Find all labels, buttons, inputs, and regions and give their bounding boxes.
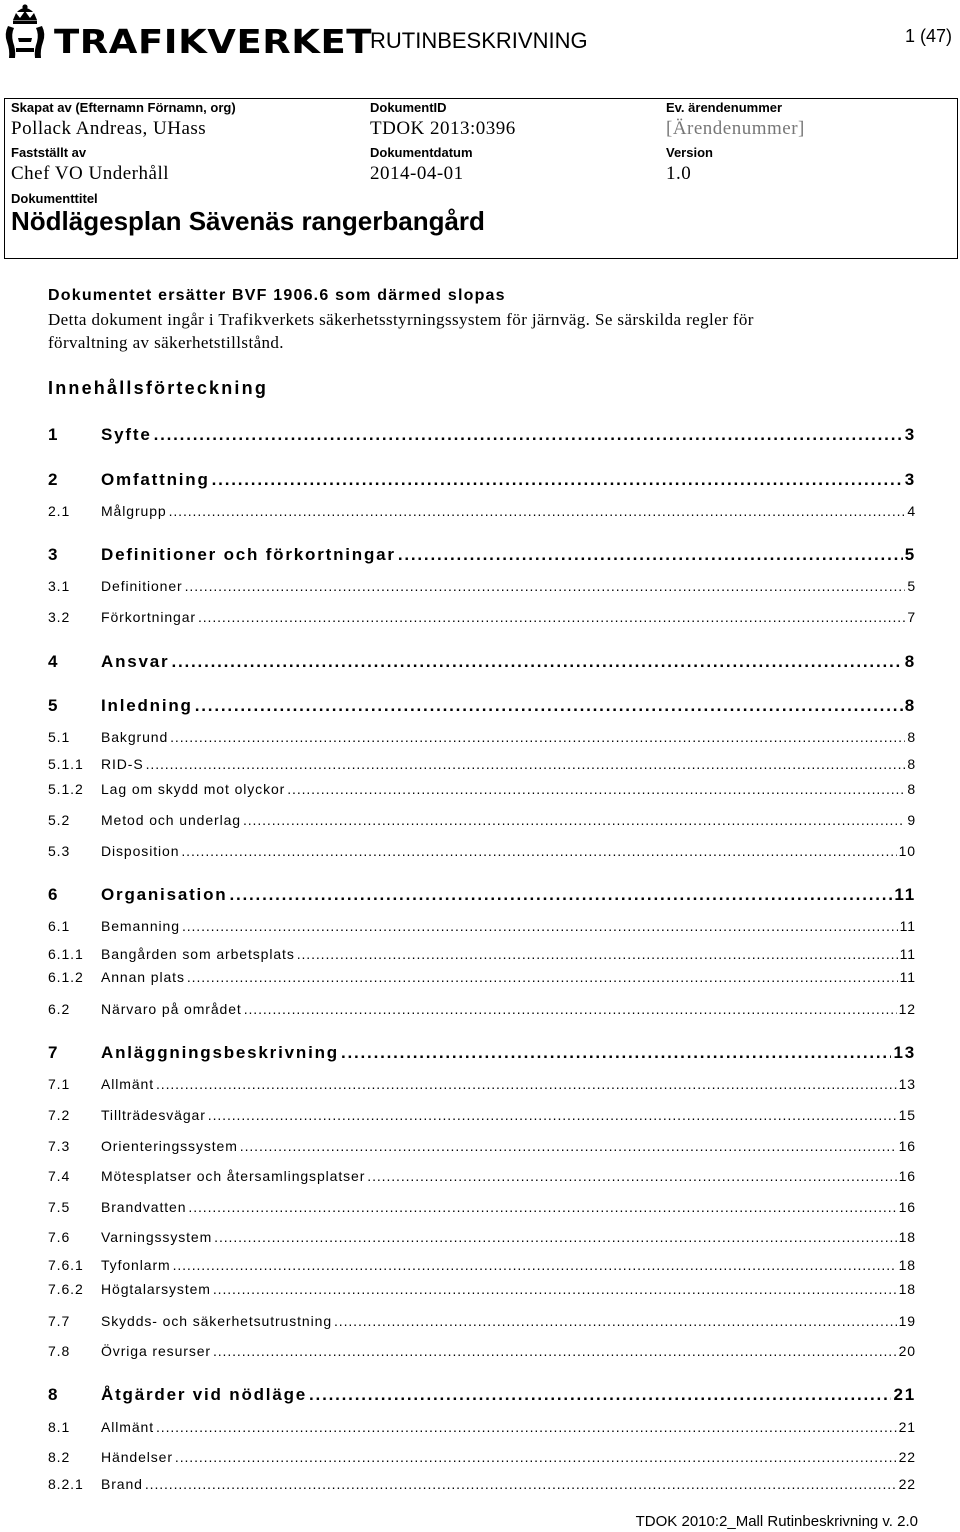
toc-entry-number: 3.2 [48, 609, 71, 625]
toc-entry-title: Målgrupp [101, 503, 167, 519]
toc-entry[interactable] [48, 756, 916, 772]
toc-leader-dots [243, 812, 905, 828]
toc-leader-dots [213, 1343, 897, 1359]
toc-entry-number: 7.3 [48, 1138, 71, 1154]
doc-id-value: TDOK 2013:0396 [370, 118, 516, 139]
toc-entry-page: 16 [898, 1168, 916, 1184]
toc-entry-number: 7.6.1 [48, 1257, 84, 1273]
toc-entry[interactable] [48, 1476, 916, 1492]
case-number-value: [Ärendenummer] [666, 118, 805, 139]
toc-entry[interactable] [48, 609, 916, 625]
toc-leader-dots [244, 1001, 897, 1017]
toc-entry-number: 5.3 [48, 843, 71, 859]
toc-leader-dots [171, 652, 902, 672]
toc-leader-dots [169, 503, 906, 519]
toc-entry-page: 8 [907, 756, 916, 772]
toc-entry[interactable] [48, 1199, 916, 1215]
doc-date-label: Dokumentdatum [370, 145, 473, 160]
toc-leader-dots [187, 969, 898, 985]
page-number: 1 (47) [904, 26, 952, 46]
toc-entry-page: 12 [898, 1001, 916, 1017]
crown-icon [4, 4, 46, 62]
toc-entry-title: Anläggningsbeskrivning [101, 1043, 339, 1062]
toc-entry-title: Bangården som arbetsplats [101, 946, 295, 962]
toc-entry[interactable] [48, 545, 916, 565]
toc-leader-dots [154, 425, 903, 445]
toc-entry-number: 8.2 [48, 1449, 71, 1465]
toc-entry-title: Definitioner och förkortningar [101, 545, 396, 564]
toc-entry[interactable] [48, 1281, 916, 1297]
toc-entry[interactable] [48, 946, 916, 962]
logo-wordmark: TRAFIKVERKET [54, 22, 373, 61]
toc-entry[interactable] [48, 843, 916, 859]
toc-entry[interactable] [48, 425, 916, 445]
toc-entry-page: 15 [898, 1107, 916, 1123]
toc-leader-dots [309, 1385, 891, 1405]
toc-entry-page: 13 [898, 1076, 916, 1092]
document-type: RUTINBESKRIVNING [370, 28, 588, 53]
toc-entry-title: Skydds- och säkerhetsutrustning [101, 1313, 333, 1329]
toc-entry-title: Högtalarsystem [101, 1281, 211, 1297]
toc-entry-title: Bemanning [101, 918, 180, 934]
toc-leader-dots [213, 1281, 897, 1297]
toc-entry-page: 3 [904, 425, 916, 444]
toc-leader-dots [212, 470, 903, 490]
toc-entry-page: 8 [907, 729, 916, 745]
toc-entry-page: 18 [898, 1257, 916, 1273]
toc-entry-title: Syfte [101, 425, 152, 444]
toc-entry-page: 18 [898, 1229, 916, 1245]
toc-entry[interactable] [48, 1449, 916, 1465]
toc-entry-number: 7 [48, 1043, 60, 1062]
toc-entry-title: Tyfonlarm [101, 1257, 171, 1273]
toc-leader-dots [398, 545, 903, 565]
doc-title-label: Dokumenttitel [11, 191, 98, 206]
toc-entry-number: 7.6.2 [48, 1281, 84, 1297]
toc-entry-title: Brandvatten [101, 1199, 187, 1215]
toc-entry-page: 9 [907, 812, 916, 828]
toc-entry-title: Allmänt [101, 1076, 154, 1092]
toc-entry-page: 11 [894, 885, 916, 904]
trafikverket-logo [4, 2, 373, 62]
toc-entry-page: 8 [904, 696, 916, 715]
toc-entry[interactable] [48, 1076, 916, 1092]
toc-entry-number: 6.2 [48, 1001, 71, 1017]
toc-entry-title: Åtgärder vid nödläge [101, 1385, 308, 1404]
toc-entry-title: Övriga resurser [101, 1343, 211, 1359]
toc-entry[interactable] [48, 1419, 916, 1435]
toc-entry-page: 5 [907, 578, 916, 594]
toc-entry[interactable] [48, 503, 916, 519]
toc-leader-dots [188, 1199, 896, 1215]
toc-entry[interactable] [48, 578, 916, 594]
toc-leader-dots [146, 756, 906, 772]
toc-entry-title: RID-S [101, 756, 144, 772]
toc-leader-dots [185, 578, 906, 594]
toc-entry-title: Annan plats [101, 969, 185, 985]
toc-entry-page: 20 [898, 1343, 916, 1359]
doc-date-value: 2014-04-01 [370, 163, 464, 184]
case-number-label: Ev. ärendenummer [666, 100, 783, 115]
toc-entry[interactable] [48, 1138, 916, 1154]
toc-entry-title: Inledning [101, 696, 193, 715]
toc-leader-dots [367, 1168, 896, 1184]
toc-entry-title: Definitioner [101, 578, 183, 594]
toc-leader-dots [145, 1476, 897, 1492]
toc-entry-number: 3.1 [48, 578, 71, 594]
toc-entry[interactable] [48, 1107, 916, 1123]
toc-entry[interactable] [48, 1343, 916, 1359]
toc-entry-page: 4 [907, 503, 916, 519]
toc-entry-number: 6.1.2 [48, 969, 84, 985]
toc-entry-number: 5 [48, 696, 60, 715]
toc-entry-title: Allmänt [101, 1419, 154, 1435]
replaces-notice: Dokumentet ersätter BVF 1906.6 som därmed slopas [48, 287, 506, 304]
approved-by-label: Fastställt av [11, 145, 87, 160]
toc-leader-dots [173, 1257, 897, 1273]
toc-entry-title: Organisation [101, 885, 228, 904]
toc-entry[interactable] [48, 1001, 916, 1017]
toc-entry-title: Händelser [101, 1449, 173, 1465]
toc-leader-dots [175, 1449, 897, 1465]
toc-entry-page: 22 [898, 1476, 916, 1492]
toc-leader-dots [181, 843, 896, 859]
toc-entry-page: 22 [898, 1449, 916, 1465]
toc-entry-number: 7.4 [48, 1168, 71, 1184]
toc-entry-title: Metod och underlag [101, 812, 241, 828]
toc-entry-number: 7.5 [48, 1199, 71, 1215]
toc-entry-title: Orienteringssystem [101, 1138, 238, 1154]
toc-entry-number: 6.1.1 [48, 946, 84, 962]
toc-entry-number: 5.2 [48, 812, 71, 828]
toc-entry[interactable] [48, 696, 916, 716]
toc-entry-title: Förkortningar [101, 609, 196, 625]
toc-entry-page: 19 [898, 1313, 916, 1329]
toc-leader-dots [341, 1043, 892, 1063]
toc-entry-title: Bakgrund [101, 729, 169, 745]
toc-leader-dots [334, 1313, 897, 1329]
toc-entry-page: 11 [899, 946, 916, 962]
toc-entry-number: 5.1.1 [48, 756, 84, 772]
toc-leader-dots [195, 696, 903, 716]
template-footer: TDOK 2010:2_Mall Rutinbeskrivning v. 2.0 [635, 1513, 918, 1530]
version-label: Version [666, 145, 713, 160]
created-by-value: Pollack Andreas, UHass [11, 118, 207, 139]
toc-entry-title: Brand [101, 1476, 143, 1492]
toc-entry-number: 6.1 [48, 918, 71, 934]
toc-entry-page: 3 [904, 470, 916, 489]
toc-entry-title: Varningssystem [101, 1229, 213, 1245]
toc-entry-number: 8.2.1 [48, 1476, 84, 1492]
toc-entry[interactable] [48, 812, 916, 828]
toc-entry[interactable] [48, 1313, 916, 1329]
toc-entry-number: 4 [48, 652, 60, 671]
toc-entry-number: 8.1 [48, 1419, 71, 1435]
toc-entry-page: 10 [898, 843, 916, 859]
toc-entry-title: Lag om skydd mot olyckor [101, 781, 286, 797]
toc-entry-page: 18 [898, 1281, 916, 1297]
toc-entry-page: 16 [898, 1199, 916, 1215]
toc-entry-title: Ansvar [101, 652, 170, 671]
toc-entry-number: 7.6 [48, 1229, 71, 1245]
toc-leader-dots [240, 1138, 897, 1154]
toc-entry-page: 16 [898, 1138, 916, 1154]
toc-entry-number: 7.2 [48, 1107, 71, 1123]
toc-entry-number: 2 [48, 470, 60, 489]
toc-leader-dots [287, 781, 905, 797]
toc-entry[interactable] [48, 918, 916, 934]
doc-id-label: DokumentID [370, 100, 447, 115]
toc-entry[interactable] [48, 1168, 916, 1184]
toc-entry-number: 7.1 [48, 1076, 71, 1092]
toc-leader-dots [156, 1419, 897, 1435]
doc-title: Nödlägesplan Sävenäs rangerbangård [11, 206, 485, 236]
toc-entry-page: 13 [893, 1043, 916, 1062]
toc-entry-number: 6 [48, 885, 60, 904]
toc-entry[interactable] [48, 885, 916, 905]
toc-entry-number: 1 [48, 425, 60, 444]
toc-entry-title: Närvaro på området [101, 1001, 242, 1017]
version-value: 1.0 [666, 163, 692, 184]
toc-leader-dots [156, 1076, 897, 1092]
toc-entry-page: 21 [893, 1385, 916, 1404]
document-info-table [4, 98, 958, 259]
toc-entry-number: 2.1 [48, 503, 71, 519]
toc-entry[interactable] [48, 652, 916, 672]
intro-paragraph [48, 308, 918, 354]
intro-line: Detta dokument ingår i Trafikverkets säkerhetsstyrningssystem för järnväg. Se särskilda regler för [48, 310, 754, 329]
toc-entry-page: 8 [904, 652, 916, 671]
toc-entry-page: 11 [899, 969, 916, 985]
intro-line: förvaltning av säkerhetstillstånd. [48, 333, 284, 352]
toc-leader-dots [170, 729, 905, 745]
toc-entry[interactable] [48, 729, 916, 745]
toc-leader-dots [208, 1107, 897, 1123]
toc-entry[interactable] [48, 781, 916, 797]
toc-entry-number: 3 [48, 545, 60, 564]
toc-entry-title: Omfattning [101, 470, 210, 489]
toc-entry-page: 21 [898, 1419, 916, 1435]
toc-heading: Innehållsförteckning [48, 378, 269, 398]
toc-entry-number: 7.7 [48, 1313, 71, 1329]
toc-entry-title: Disposition [101, 843, 180, 859]
toc-leader-dots [214, 1229, 896, 1245]
toc-entry[interactable] [48, 1229, 916, 1245]
toc-entry-page: 5 [904, 545, 916, 564]
toc-leader-dots [182, 918, 898, 934]
toc-entry-number: 5.1 [48, 729, 71, 745]
toc-entry[interactable] [48, 1043, 916, 1063]
toc-entry-number: 5.1.2 [48, 781, 84, 797]
toc-entry[interactable] [48, 1385, 916, 1405]
toc-entry-title: Mötesplatser och återsamlingsplatser [101, 1168, 366, 1184]
toc-entry-page: 11 [899, 918, 916, 934]
toc-entry-page: 8 [907, 781, 916, 797]
toc-leader-dots [297, 946, 898, 962]
toc-entry[interactable] [48, 969, 916, 985]
toc-entry-number: 7.8 [48, 1343, 71, 1359]
toc-entry[interactable] [48, 470, 916, 490]
approved-by-value: Chef VO Underhåll [11, 163, 170, 184]
toc-leader-dots [198, 609, 905, 625]
toc-entry[interactable] [48, 1257, 916, 1273]
created-by-label: Skapat av (Efternamn Förnamn, org) [11, 100, 236, 115]
toc-entry-number: 8 [48, 1385, 60, 1404]
toc-leader-dots [229, 885, 892, 905]
toc-entry-page: 7 [907, 609, 916, 625]
toc-entry-title: Tillträdesvägar [101, 1107, 206, 1123]
